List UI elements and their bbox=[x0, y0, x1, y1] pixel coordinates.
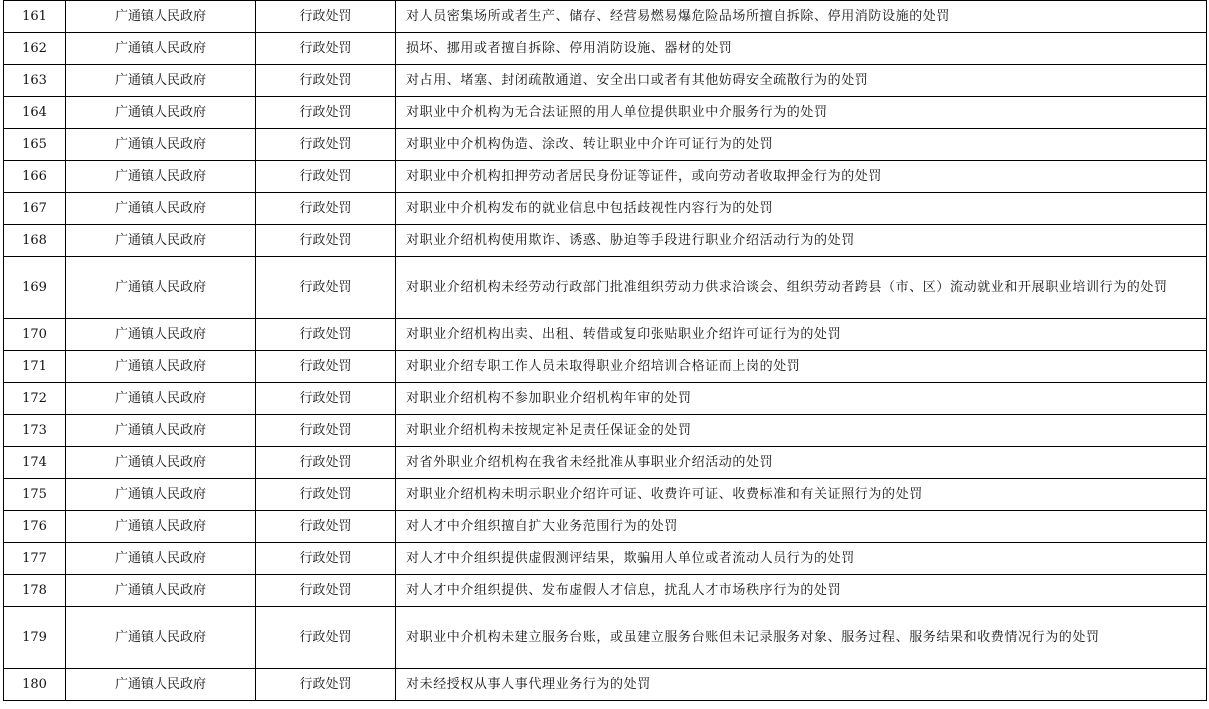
power-type: 行政处罚 bbox=[256, 161, 396, 193]
power-type: 行政处罚 bbox=[256, 193, 396, 225]
row-number: 168 bbox=[4, 225, 66, 257]
implementing-department: 广通镇人民政府 bbox=[66, 161, 256, 193]
table-row bbox=[4, 383, 1207, 415]
power-item-name: 对职业中介机构为无合法证照的用人单位提供职业中介服务行为的处罚 bbox=[396, 97, 1207, 129]
row-number: 171 bbox=[4, 351, 66, 383]
power-type: 行政处罚 bbox=[256, 575, 396, 607]
power-type: 行政处罚 bbox=[256, 447, 396, 479]
row-number: 162 bbox=[4, 33, 66, 65]
implementing-department: 广通镇人民政府 bbox=[66, 383, 256, 415]
power-item-name: 对人员密集场所或者生产、储存、经营易燃易爆危险品场所擅自拆除、停用消防设施的处罚 bbox=[396, 1, 1207, 33]
implementing-department: 广通镇人民政府 bbox=[66, 65, 256, 97]
power-type: 行政处罚 bbox=[256, 33, 396, 65]
row-number: 174 bbox=[4, 447, 66, 479]
table-row bbox=[4, 607, 1207, 669]
table-row bbox=[4, 33, 1207, 65]
implementing-department: 广通镇人民政府 bbox=[66, 479, 256, 511]
implementing-department: 广通镇人民政府 bbox=[66, 129, 256, 161]
power-item-name: 对职业介绍机构未明示职业介绍许可证、收费许可证、收费标准和有关证照行为的处罚 bbox=[396, 479, 1207, 511]
row-number: 164 bbox=[4, 97, 66, 129]
power-type: 行政处罚 bbox=[256, 65, 396, 97]
power-item-name: 对人才中介组织擅自扩大业务范围行为的处罚 bbox=[396, 511, 1207, 543]
power-item-name: 对人才中介组织提供、发布虚假人才信息，扰乱人才市场秩序行为的处罚 bbox=[396, 575, 1207, 607]
implementing-department: 广通镇人民政府 bbox=[66, 447, 256, 479]
power-type: 行政处罚 bbox=[256, 415, 396, 447]
power-type: 行政处罚 bbox=[256, 225, 396, 257]
row-number: 167 bbox=[4, 193, 66, 225]
table-row bbox=[4, 1, 1207, 33]
power-type: 行政处罚 bbox=[256, 257, 396, 319]
implementing-department: 广通镇人民政府 bbox=[66, 319, 256, 351]
table-row bbox=[4, 415, 1207, 447]
table-row bbox=[4, 351, 1207, 383]
row-number: 163 bbox=[4, 65, 66, 97]
power-type: 行政处罚 bbox=[256, 669, 396, 701]
power-item-name: 对职业介绍机构不参加职业介绍机构年审的处罚 bbox=[396, 383, 1207, 415]
row-number: 175 bbox=[4, 479, 66, 511]
power-type: 行政处罚 bbox=[256, 383, 396, 415]
power-item-name: 对职业中介机构伪造、涂改、转让职业中介许可证行为的处罚 bbox=[396, 129, 1207, 161]
table-row bbox=[4, 447, 1207, 479]
power-list-table bbox=[3, 0, 1207, 701]
power-item-name: 对未经授权从事人事代理业务行为的处罚 bbox=[396, 669, 1207, 701]
implementing-department: 广通镇人民政府 bbox=[66, 607, 256, 669]
power-type: 行政处罚 bbox=[256, 129, 396, 161]
implementing-department: 广通镇人民政府 bbox=[66, 669, 256, 701]
power-type: 行政处罚 bbox=[256, 543, 396, 575]
power-item-name: 对人才中介组织提供虚假测评结果，欺骗用人单位或者流动人员行为的处罚 bbox=[396, 543, 1207, 575]
implementing-department: 广通镇人民政府 bbox=[66, 511, 256, 543]
row-number: 180 bbox=[4, 669, 66, 701]
row-number: 165 bbox=[4, 129, 66, 161]
power-item-name: 对职业介绍专职工作人员未取得职业介绍培训合格证而上岗的处罚 bbox=[396, 351, 1207, 383]
implementing-department: 广通镇人民政府 bbox=[66, 97, 256, 129]
power-type: 行政处罚 bbox=[256, 1, 396, 33]
implementing-department: 广通镇人民政府 bbox=[66, 225, 256, 257]
table-row bbox=[4, 319, 1207, 351]
power-type: 行政处罚 bbox=[256, 351, 396, 383]
table-row bbox=[4, 257, 1207, 319]
row-number: 173 bbox=[4, 415, 66, 447]
power-type: 行政处罚 bbox=[256, 607, 396, 669]
row-number: 176 bbox=[4, 511, 66, 543]
power-type: 行政处罚 bbox=[256, 97, 396, 129]
power-item-name: 对职业中介机构扣押劳动者居民身份证等证件，或向劳动者收取押金行为的处罚 bbox=[396, 161, 1207, 193]
power-item-name: 对职业介绍机构未经劳动行政部门批准组织劳动力供求洽谈会、组织劳动者跨县（市、区）流动就业和开展职业培训行为的处罚 bbox=[396, 257, 1207, 319]
power-item-name: 对职业中介机构发布的就业信息中包括歧视性内容行为的处罚 bbox=[396, 193, 1207, 225]
implementing-department: 广通镇人民政府 bbox=[66, 351, 256, 383]
power-item-name: 对职业介绍机构出卖、出租、转借或复印张贴职业介绍许可证行为的处罚 bbox=[396, 319, 1207, 351]
implementing-department: 广通镇人民政府 bbox=[66, 543, 256, 575]
power-type: 行政处罚 bbox=[256, 479, 396, 511]
row-number: 179 bbox=[4, 607, 66, 669]
implementing-department: 广通镇人民政府 bbox=[66, 33, 256, 65]
row-number: 166 bbox=[4, 161, 66, 193]
table-row bbox=[4, 225, 1207, 257]
table-row bbox=[4, 511, 1207, 543]
implementing-department: 广通镇人民政府 bbox=[66, 575, 256, 607]
implementing-department: 广通镇人民政府 bbox=[66, 415, 256, 447]
row-number: 178 bbox=[4, 575, 66, 607]
power-item-name: 对职业介绍机构未按规定补足责任保证金的处罚 bbox=[396, 415, 1207, 447]
power-item-name: 对占用、堵塞、封闭疏散通道、安全出口或者有其他妨碍安全疏散行为的处罚 bbox=[396, 65, 1207, 97]
table-row bbox=[4, 161, 1207, 193]
power-type: 行政处罚 bbox=[256, 511, 396, 543]
row-number: 161 bbox=[4, 1, 66, 33]
row-number: 169 bbox=[4, 257, 66, 319]
table-row bbox=[4, 479, 1207, 511]
power-item-name: 对省外职业介绍机构在我省未经批准从事职业介绍活动的处罚 bbox=[396, 447, 1207, 479]
row-number: 172 bbox=[4, 383, 66, 415]
implementing-department: 广通镇人民政府 bbox=[66, 1, 256, 33]
power-item-name: 对职业介绍机构使用欺诈、诱惑、胁迫等手段进行职业介绍活动行为的处罚 bbox=[396, 225, 1207, 257]
table-row bbox=[4, 543, 1207, 575]
table-row bbox=[4, 65, 1207, 97]
implementing-department: 广通镇人民政府 bbox=[66, 193, 256, 225]
table-row bbox=[4, 97, 1207, 129]
row-number: 170 bbox=[4, 319, 66, 351]
table-row bbox=[4, 669, 1207, 701]
row-number: 177 bbox=[4, 543, 66, 575]
power-item-name: 损坏、挪用或者擅自拆除、停用消防设施、器材的处罚 bbox=[396, 33, 1207, 65]
implementing-department: 广通镇人民政府 bbox=[66, 257, 256, 319]
table-row bbox=[4, 129, 1207, 161]
power-item-name: 对职业中介机构未建立服务台账，或虽建立服务台账但未记录服务对象、服务过程、服务结果和收费情况行为的处罚 bbox=[396, 607, 1207, 669]
table-row bbox=[4, 193, 1207, 225]
table-row bbox=[4, 575, 1207, 607]
power-type: 行政处罚 bbox=[256, 319, 396, 351]
